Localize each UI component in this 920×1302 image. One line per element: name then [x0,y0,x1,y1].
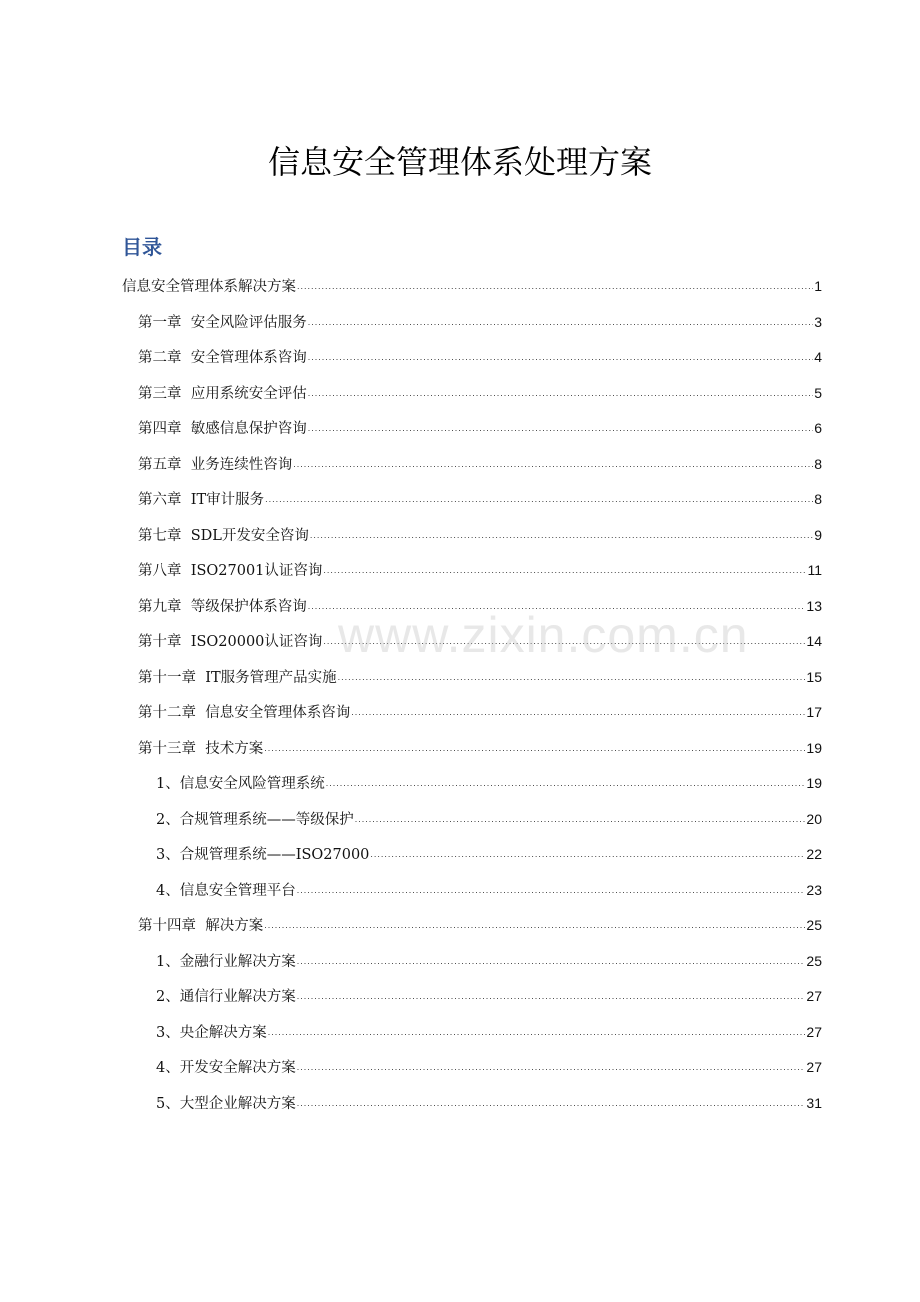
toc-leader-dots [338,659,806,695]
toc-entry[interactable] [138,304,822,340]
toc-entry-page-number: 14 [806,633,822,649]
toc-entry[interactable] [138,588,822,624]
toc-entry-label: 1、信息安全风险管理系统 [156,776,325,792]
toc-entry[interactable] [138,339,822,375]
toc-entry-page-number: 5 [814,385,822,401]
toc-leader-dots [355,801,806,837]
toc-entry-label: 第十二章 信息安全管理体系咨询 [138,705,351,721]
toc-entry-page-number: 15 [806,669,822,685]
toc-entry-page-number: 8 [814,491,822,507]
toc-entry-label: 第十四章 解决方案 [138,918,264,934]
toc-entry[interactable] [138,552,822,588]
toc-leader-dots [308,304,813,340]
toc-entry-page-number: 23 [806,882,822,898]
toc-entry[interactable] [156,872,822,908]
toc-entry[interactable] [138,481,822,517]
toc-leader-dots [308,410,813,446]
toc-entry-label: 第八章 ISO27001认证咨询 [138,563,323,579]
toc-entry-label: 信息安全管理体系解决方案 [122,279,296,295]
toc-entry-page-number: 27 [806,988,822,1004]
toc-leader-dots [297,872,806,908]
toc-entry-page-number: 20 [806,811,822,827]
toc-leader-dots [264,730,805,766]
toc-entry-page-number: 13 [806,598,822,614]
toc-entry[interactable] [138,517,822,553]
toc-leader-dots [310,517,813,553]
toc-leader-dots [326,765,806,801]
toc-entry[interactable] [138,623,822,659]
toc-entry-label: 第六章 IT审计服务 [138,492,265,508]
toc-entry[interactable] [156,978,822,1014]
toc-entry-page-number: 4 [814,349,822,365]
toc-leader-dots [308,339,813,375]
toc-entry-page-number: 25 [806,953,822,969]
toc-entry[interactable] [156,836,822,872]
toc-entry-label: 4、开发安全解决方案 [156,1060,296,1076]
toc-entry-page-number: 22 [806,846,822,862]
toc-entry-label: 1、金融行业解决方案 [156,954,296,970]
toc-leader-dots [308,588,806,624]
toc-leader-dots [370,836,805,872]
toc-entry-label: 第二章 安全管理体系咨询 [138,350,307,366]
toc-entry-label: 第一章 安全风险评估服务 [138,315,307,331]
toc-leader-dots [297,1049,806,1085]
toc-entry-page-number: 11 [807,562,822,578]
toc-entry-label: 3、合规管理系统——ISO27000 [156,847,370,863]
toc-entry-label: 5、大型企业解决方案 [156,1096,296,1112]
toc-leader-dots [351,694,805,730]
toc-leader-dots [297,1085,806,1121]
toc-heading: 目录 [122,235,162,259]
toc-entry-page-number: 9 [814,527,822,543]
toc-entry[interactable] [138,446,822,482]
toc-leader-dots [268,1014,806,1050]
toc-leader-dots [297,943,806,979]
toc-entry-label: 第十一章 IT服务管理产品实施 [138,670,337,686]
toc-entry-label: 第十章 ISO20000认证咨询 [138,634,323,650]
toc-leader-dots [293,446,813,482]
toc-entry-label: 第四章 敏感信息保护咨询 [138,421,307,437]
toc-entry-page-number: 27 [806,1059,822,1075]
toc-entry-page-number: 8 [814,456,822,472]
toc-entry[interactable] [156,1049,822,1085]
toc-entry[interactable] [138,907,822,943]
toc-entry-page-number: 27 [806,1024,822,1040]
toc-entry-label: 第五章 业务连续性咨询 [138,457,293,473]
toc-entry-page-number: 3 [814,314,822,330]
toc-entry-label: 第十三章 技术方案 [138,741,264,757]
toc-entry-page-number: 25 [806,917,822,933]
toc-entry-page-number: 19 [806,740,822,756]
toc-entry[interactable] [138,375,822,411]
toc-entry-page-number: 31 [806,1095,822,1111]
toc-leader-dots [297,268,813,304]
toc-leader-dots [323,552,806,588]
toc-entry[interactable] [156,801,822,837]
toc-entry[interactable] [122,268,822,304]
toc-entry[interactable] [138,659,822,695]
toc-leader-dots [265,481,813,517]
toc-leader-dots [264,907,805,943]
toc-entry[interactable] [156,1014,822,1050]
toc-entry-label: 4、信息安全管理平台 [156,883,296,899]
toc-entry-page-number: 17 [806,704,822,720]
toc-entry-label: 第三章 应用系统安全评估 [138,386,307,402]
toc-entry-label: 第七章 SDL开发安全咨询 [138,528,309,544]
page-title: 信息安全管理体系处理方案 [267,143,652,181]
toc-leader-dots [297,978,806,1014]
watermark: www.zixin.com.cn [338,607,749,663]
toc-leader-dots [323,623,805,659]
toc-entry[interactable] [156,943,822,979]
toc-entry[interactable] [156,765,822,801]
toc-entry-page-number: 6 [814,420,822,436]
toc-entry-label: 3、央企解决方案 [156,1025,267,1041]
toc-entry-label: 2、通信行业解决方案 [156,989,296,1005]
toc-entry[interactable] [138,410,822,446]
toc-entry-label: 2、合规管理系统——等级保护 [156,812,354,828]
toc-entry-page-number: 1 [814,278,822,294]
toc-entry[interactable] [156,1085,822,1121]
toc-entry[interactable] [138,694,822,730]
toc-leader-dots [308,375,813,411]
toc-entry-label: 第九章 等级保护体系咨询 [138,599,307,615]
toc-entry-page-number: 19 [806,775,822,791]
toc-entry[interactable] [138,730,822,766]
